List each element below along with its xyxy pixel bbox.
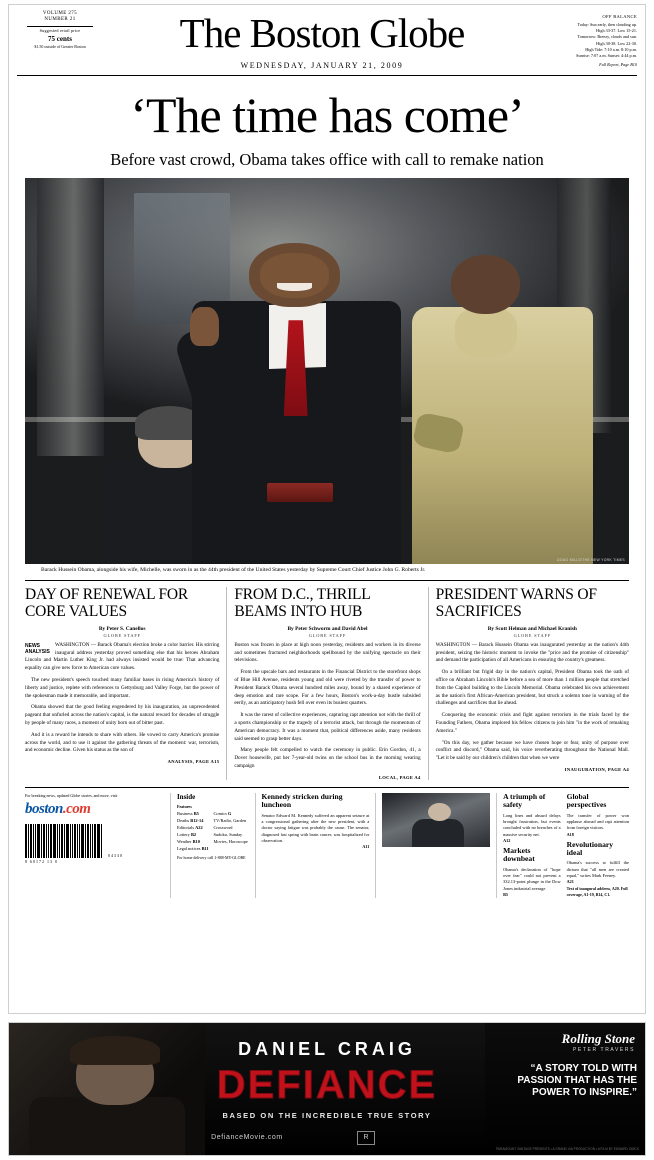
- index-entry-page: B12-14: [190, 818, 204, 824]
- promo-photo-figure-body: [412, 819, 464, 847]
- ad-critic-name: PETER TRAVERS: [572, 1047, 635, 1053]
- story-column-3: [428, 587, 629, 779]
- masthead: [9, 5, 645, 70]
- story-headline[interactable]: DAY OF RENEWAL FOR CORE VALUES: [25, 586, 189, 620]
- capitol-pillar-left: [37, 178, 103, 456]
- promo-extra-jump[interactable]: Text of inaugural address, A20. Full coverage, A1-19, B14, C1.: [566, 886, 628, 898]
- index-entry-label: Weather: [176, 838, 192, 844]
- lead-photo: [25, 178, 629, 564]
- story-paragraph: Many people felt compelled to watch the ceremony in public. Erin Gordon, 41, a Dover housewife, put her 7-year-old twins on the school bus in the morning wearing campaign: [234, 747, 421, 770]
- index-entry[interactable]: [177, 839, 212, 846]
- weather-footer: Full Report, Page B10: [599, 61, 637, 67]
- story-column-2: [226, 587, 427, 779]
- index-entry[interactable]: [177, 846, 212, 853]
- story-body: [25, 642, 219, 755]
- promo-headline: Markets downbeat: [503, 846, 535, 864]
- promo-headline: Revolutionary ideal: [566, 839, 614, 857]
- index-block: [170, 793, 255, 898]
- masthead-divider: [17, 75, 637, 76]
- obama-raised-hand: [190, 307, 218, 345]
- index-entry-label: Deaths: [176, 818, 190, 824]
- page-title: ‘The time has come’: [130, 87, 524, 143]
- index-entry[interactable]: [213, 825, 248, 832]
- weather-line: High Tide: 7:10 a.m. 8:10 p.m.: [585, 47, 637, 53]
- promo-headline: Kennedy stricken during luncheon: [261, 791, 343, 810]
- masthead-left-info: [17, 11, 103, 49]
- promo-text: The transfer of power won applause abroad and rapt attention from foreign visitors.: [566, 812, 629, 831]
- index-entry[interactable]: [177, 811, 212, 818]
- index-entry-label: Movies, Horoscope: [213, 838, 248, 844]
- story-paragraph: "On this day, we gather because we have chosen hope or fear, unity of purpose over conflict and discord," Obama said, his voice reverberating throughout the National Mall. "Let it be said by our children's children that when we were: [435, 739, 629, 762]
- boston-dotcom-block: [25, 793, 170, 898]
- weather-title: OFF BALANCE: [602, 14, 637, 19]
- promo-headline: A triumph of safety: [503, 791, 546, 810]
- bostondotcom-logo-word: boston: [25, 801, 63, 818]
- story-source: GLOBE STAFF: [308, 632, 347, 638]
- issue-date: WEDNESDAY, JANUARY 21, 2009: [240, 61, 404, 70]
- photo-caption: Barack Hussein Obama, alongside his wife, Michelle, was sworn in as the 44th president of the United States yesterday by Supreme Court Chief Justice John G. Roberts Jr.: [41, 566, 426, 573]
- index-footnote: For home delivery call 1-888-MY-GLOBE: [176, 855, 246, 861]
- story-columns: [25, 580, 629, 779]
- index-entry[interactable]: [177, 818, 212, 825]
- index-column-left: [177, 811, 212, 852]
- promo-text: Long lines and absurd delays brought frustration, but events concluded with no breaches of a massive security net.: [503, 812, 561, 837]
- index-entry[interactable]: [213, 839, 248, 846]
- figure-obama: [188, 243, 405, 563]
- story-paragraph: From the upscale bars and restaurants in the Financial District to the storefront shops of Blue Hill Avenue, residents young and old were riveted by the transfer of power to President Barack Obama several hundred miles away, bound by a shared experience of deep emotion and rare scope. For a few hours, Boston's work-a-day bustle subsided eerily, as an anticipatory hush fell over even its busiest quarters.: [234, 669, 421, 707]
- ad-rating-badge: R: [357, 1131, 375, 1145]
- price-label: 75 cents: [48, 35, 72, 44]
- price-note: $1.50 outside of Greater Boston: [34, 44, 86, 50]
- index-entry[interactable]: [177, 825, 212, 832]
- index-entry[interactable]: [213, 832, 248, 839]
- promo-jump[interactable]: A18: [566, 831, 574, 837]
- promo-photo-figure-head: [428, 803, 452, 821]
- story-column-1: [25, 587, 226, 779]
- figure-michelle: [412, 255, 593, 564]
- promo-photo: [382, 793, 490, 847]
- ad-tagline: BASED ON THE INCREDIBLE TRUE STORY: [222, 1111, 432, 1120]
- promo-headline: Global perspectives: [566, 791, 607, 810]
- story-body: [436, 642, 629, 763]
- ad-publication-name: Rolling Stone: [561, 1031, 635, 1046]
- story-source: GLOBE STAFF: [513, 632, 551, 638]
- barcode: [25, 824, 102, 858]
- michelle-scarf: [455, 307, 517, 356]
- story-paragraph: On a brilliant but frigid day in the nation's capital, President Obama took the oath of office on Abraham Lincoln's Bible before a sea of more than 1 million people that stretched from the Capitol building to the Lincoln Memorial. Obama celebrated his own achievement as the nation's first African-American president, but struck a solemn tone in warning of the challenges and sacrifices that lie ahead.: [435, 669, 629, 707]
- ad-review-quote: “A STORY TOLD WITH PASSION THAT HAS THE POWER TO INSPIRE.”: [517, 1063, 637, 1098]
- promo-list-block: [496, 793, 629, 898]
- index-entry-label: Business: [176, 811, 193, 817]
- obama-face: [260, 253, 330, 298]
- photo-credit: DOUG MILLS/THE NEW YORK TIMES: [557, 557, 625, 562]
- barcode-number: 04330: [108, 853, 123, 859]
- bostondotcom-logo[interactable]: [25, 801, 164, 818]
- index-column-right: [213, 811, 248, 852]
- ad-star-name: DANIEL CRAIG: [238, 1039, 416, 1059]
- story-jump-line[interactable]: LOCAL, PAGE A4: [378, 774, 421, 780]
- index-entry-page: G: [227, 811, 232, 817]
- michelle-head: [451, 255, 520, 314]
- lincoln-bible: [267, 483, 333, 502]
- index-entry-page: A22: [195, 825, 203, 831]
- index-entry-label: Legal notices: [176, 845, 201, 851]
- promo-photo-block: [375, 793, 496, 898]
- ad-credits-block: PARAMOUNT VANTAGE PRESENTS • A GRAND VIA PRODUCTION • A FILM BY EDWARD ZWICK: [496, 1147, 639, 1151]
- promo-text: Obama's declaration of "hope over fear" could not prevent a 332.13-point plunge in the Dow Jones industrial average.: [503, 866, 561, 891]
- index-entry-label: Sudoku, Sunday: [213, 831, 243, 837]
- story-paragraph: Boston was frozen in place at high noon yesterday, residents and workers in its diverse and sometimes fractured neighborhoods spellbound by the unifying spectacle on their televisions.: [234, 641, 421, 664]
- ad-movie-title: DEFIANCE: [216, 1063, 438, 1107]
- barcode-isbn: 8 60172 13 0: [25, 859, 58, 865]
- bostondotcom-tagline: For breaking news, updated Globe stories, and more, visit: [25, 792, 118, 798]
- volume-label: VOLUME 275: [42, 11, 78, 16]
- story-byline: By Peter S. Canellos: [98, 625, 146, 632]
- index-entry[interactable]: [213, 811, 248, 818]
- index-entry-page: B2: [191, 831, 197, 837]
- masthead-center: [103, 11, 541, 70]
- promo-jump[interactable]: B5: [503, 892, 508, 898]
- bostondotcom-logo-suffix: .com: [62, 801, 91, 818]
- promo-jump[interactable]: A21: [566, 879, 574, 885]
- story-headline[interactable]: PRESIDENT WARNS OF SACRIFICES: [435, 586, 597, 620]
- index-entry-label: Editorials: [176, 825, 195, 831]
- index-entry-page: B10: [192, 838, 200, 844]
- number-label: NUMBER 21: [44, 16, 76, 22]
- weather-line: Tomorrow: Breezy, clouds and sun.: [577, 34, 637, 40]
- promo-safety[interactable]: [503, 793, 629, 898]
- story-paragraph: Conquering the economic crisis and fight against terrorism in the trials faced by the Founding Fathers, Obama implored his fellow citizens to join him "in the work of remaking America.": [435, 712, 629, 734]
- index-entry-page: B11: [201, 845, 209, 851]
- story-byline: By Scott Helman and Michael Kranish: [487, 625, 577, 632]
- story-paragraph: And it is a reward he intends to share with others. He vowed to carry America's promise across the world, and to use it against the gathering threats of the moment: war, terrorism, and economic decline. Given his status as the son of: [25, 731, 220, 754]
- bottom-bar: [25, 787, 629, 898]
- suggested-price-label: Suggested retail price: [39, 27, 81, 33]
- ad-website[interactable]: DefianceMovie.com: [211, 1134, 283, 1141]
- story-jump-line[interactable]: INAUGURATION, PAGE A4: [564, 767, 629, 773]
- weather-line: High 33-37. Low 15-21.: [596, 28, 637, 34]
- weather-line: High 30-38. Low 22-30.: [596, 40, 637, 46]
- index-entry-label: Comics: [213, 811, 227, 817]
- weather-line: Today: Sun early, then clouding up.: [577, 21, 637, 27]
- promo-text: Obama's success to fulfill the dictum that "all men are created equal," writes Mark Feeney.: [566, 860, 629, 879]
- index-entry-label: Crossword: [213, 825, 233, 831]
- lead-photo-wrapper: [25, 178, 629, 575]
- story-body: [234, 642, 420, 771]
- newspaper-sheet: [8, 4, 646, 1014]
- divider: [27, 26, 93, 27]
- story-paragraph: Obama showed that the good feeling engendered by his inauguration, an unprecedented pageant that unfurled across the nation's capital, is the natural reward for decades of struggle by people of many races, a moment of unity born out of bitter past.: [25, 704, 220, 727]
- promo-text: Senator Edward M. Kennedy suffered an apparent seizure at a congressional gathering after the new president, with a doctor saying fatigue was probably the cause. The senator, diagnosed last spring with brain cancer, was hospitalized for observation.: [261, 812, 370, 844]
- index-rows: [177, 811, 249, 852]
- story-paragraph: It was the rarest of collective experiences, capturing rapt attention not with the thrill of a sports championship or the tragedy of a terrorist attack, but through the momentum of American democracy. It was a moment that, political differences aside, many residents said seemed to grasp better days.: [234, 712, 421, 742]
- story-paragraph: WASHINGTON — Barack Hussein Obama was inaugurated yesterday as the nation's 44th president, seizing the historic moment to invoke the "price and the promise of citizenship" and demand the participation of all Americans in ensuring the country's greatness.: [435, 641, 629, 664]
- index-entry-label: Lottery: [176, 831, 190, 837]
- story-byline: By Peter Schworm and David Abel: [287, 625, 368, 632]
- promo-kennedy[interactable]: [255, 793, 376, 898]
- story-paragraph: WASHINGTON — Barack Obama's election broke a color barrier. His stirring inaugural address yesterday proved something else that his heroes Abraham Lincoln and Martin Luther King Jr. had always insisted would be true: That advancing equality can give new force to American core values.: [25, 641, 220, 672]
- promo-jump[interactable]: A12: [503, 838, 511, 844]
- index-entry[interactable]: [177, 832, 212, 839]
- story-headline[interactable]: FROM D.C., THRILL BEAMS INTO HUB: [234, 586, 370, 620]
- news-analysis-label: NEWS ANALYSIS: [25, 642, 50, 656]
- weather-box: [541, 11, 637, 68]
- story-paragraph: The new president's speech touched many familiar bases in rising America's history of liberty and justice, replete with references to Gettysburg and Valley Forge, but the power of the spokesman made it memorable, and important.: [25, 677, 220, 699]
- bottom-advertisement[interactable]: [8, 1022, 646, 1156]
- story-source: GLOBE STAFF: [103, 632, 141, 638]
- index-entry-page: B5: [193, 811, 199, 817]
- index-heading: Features: [176, 803, 192, 809]
- index-title: Inside: [176, 792, 196, 801]
- promo-jump[interactable]: A11: [362, 844, 370, 850]
- weather-line: Sunrise: 7:07 a.m. Sunset: 4:44 p.m.: [576, 53, 637, 59]
- deck-subheadline: Before vast crowd, Obama takes office with call to remake nation: [110, 150, 544, 169]
- story-jump-line[interactable]: ANALYSIS, PAGE A15: [167, 759, 220, 765]
- index-entry[interactable]: [213, 818, 248, 825]
- newspaper-logo: The Boston Globe: [179, 10, 465, 56]
- index-entry-label: TV/Radio, Garden: [213, 818, 247, 824]
